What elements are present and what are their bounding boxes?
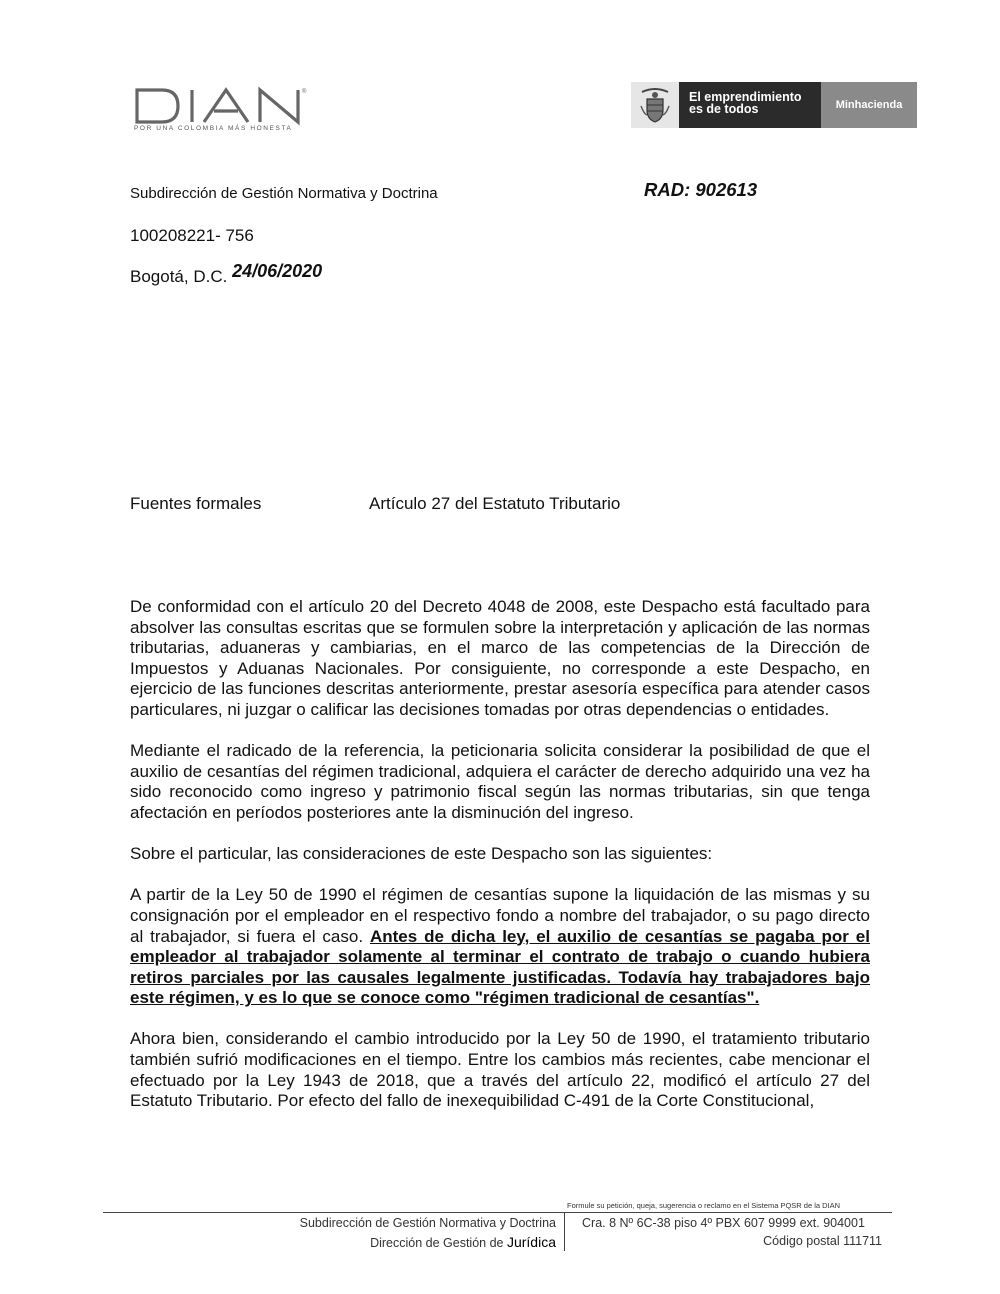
paragraph-1: De conformidad con el artículo 20 del Decreto 4048 de 2008, este Despacho está facultado para absolver las consultas escritas que se formulen sobre la interpretación y aplicación de las normas tributarias, aduaneras y cambiarias, en el marco de las competencias de la Dirección de Impuestos y Aduanas Nacionales. Por consiguiente, no corresponde a este Despacho, en ejercicio de las funciones descritas anteriormente, prestar asesoría específica para atender casos particulares, ni juzgar o calificar las decisiones tomadas por otras dependencias o entidades. [130, 597, 870, 719]
letter-date: 24/06/2020 [232, 261, 323, 281]
office-name: Subdirección de Gestión Normativa y Doctrina [130, 185, 438, 202]
reference-number: 100208221- 756 [130, 226, 254, 245]
paragraph-2: Mediante el radicado de la referencia, la peticionaria solicita considerar la posibilidad de que el auxilio de cesantías del régimen tradicional, adquiera el carácter de derecho adquirido una vez ha sido reconocido como ingreso y patrimonio fiscal según las normas tributarias, sin que tenga afectación en períodos posteriores ante la disminución del ingreso. [130, 741, 870, 822]
footer-office: Subdirección de Gestión Normativa y Doctrina [299, 1216, 556, 1230]
radicado-number: RAD: 902613 [644, 179, 758, 200]
sources-label: Fuentes formales [130, 494, 262, 513]
footer-postal-code: Código postal 111711 [763, 1234, 882, 1248]
logo-tagline: POR UNA COLOMBIA MÁS HONESTA [134, 125, 293, 132]
government-slogan: El emprendimiento es de todos [679, 82, 821, 128]
paragraph-4-emphasis: Antes de dicha ley, el auxilio de cesantías se pagaba por el empleador al trabajador solamente al terminar el contrato de trabajo o cuando hubiera retiros parciales por las causales legalmente justificadas. Todavía hay trabajadores bajo este régimen, y es lo que se conoce como "régimen tradicional de cesantías". [130, 926, 870, 1008]
footer-vertical-divider [564, 1213, 565, 1251]
paragraph-4 [130, 885, 870, 1009]
footer-divider [103, 1212, 892, 1213]
city: Bogotá, D.C. [130, 267, 228, 286]
footer-direction-emphasis: Jurídica [506, 1234, 556, 1250]
city-date-line [130, 261, 323, 287]
government-banner [631, 82, 917, 128]
sources-value: Artículo 27 del Estatuto Tributario [369, 494, 621, 513]
svg-text:®: ® [302, 89, 307, 95]
coat-of-arms-icon [631, 82, 679, 128]
footer-direction: Dirección de Gestión de Jurídica [370, 1234, 556, 1250]
paragraph-5: Ahora bien, considerando el cambio introducido por la Ley 50 de 1990, el tratamiento tributario también sufrió modificaciones en el tiempo. Entre los cambios más recientes, cabe mencionar el efectuado por la Ley 1943 de 2018, que a través del artículo 22, modificó el artículo 27 del Estatuto Tributario. Por efecto del fallo de inexequibilidad C-491 de la Corte Constitucional, [130, 1029, 870, 1111]
pqsr-notice: Formule su petición, queja, sugerencia o reclamo en el Sistema PQSR de la DIAN [567, 1201, 841, 1210]
letter-body [130, 597, 870, 1132]
footer-address: Cra. 8 Nº 6C-38 piso 4º PBX 607 9999 ext. 904001 [582, 1216, 865, 1230]
ministry-label: Minhacienda [821, 82, 917, 128]
paragraph-3: Sobre el particular, las consideraciones de este Despacho son las siguientes: [130, 844, 713, 864]
paragraph-4-text: A partir de la Ley 50 de 1990 el régimen de cesantías supone la liquidación de las mismas y su consignación por el empleador en el respectivo fondo a nombre del trabajador, o su pago directo al trabajador, si fuera el caso. [130, 885, 870, 946]
